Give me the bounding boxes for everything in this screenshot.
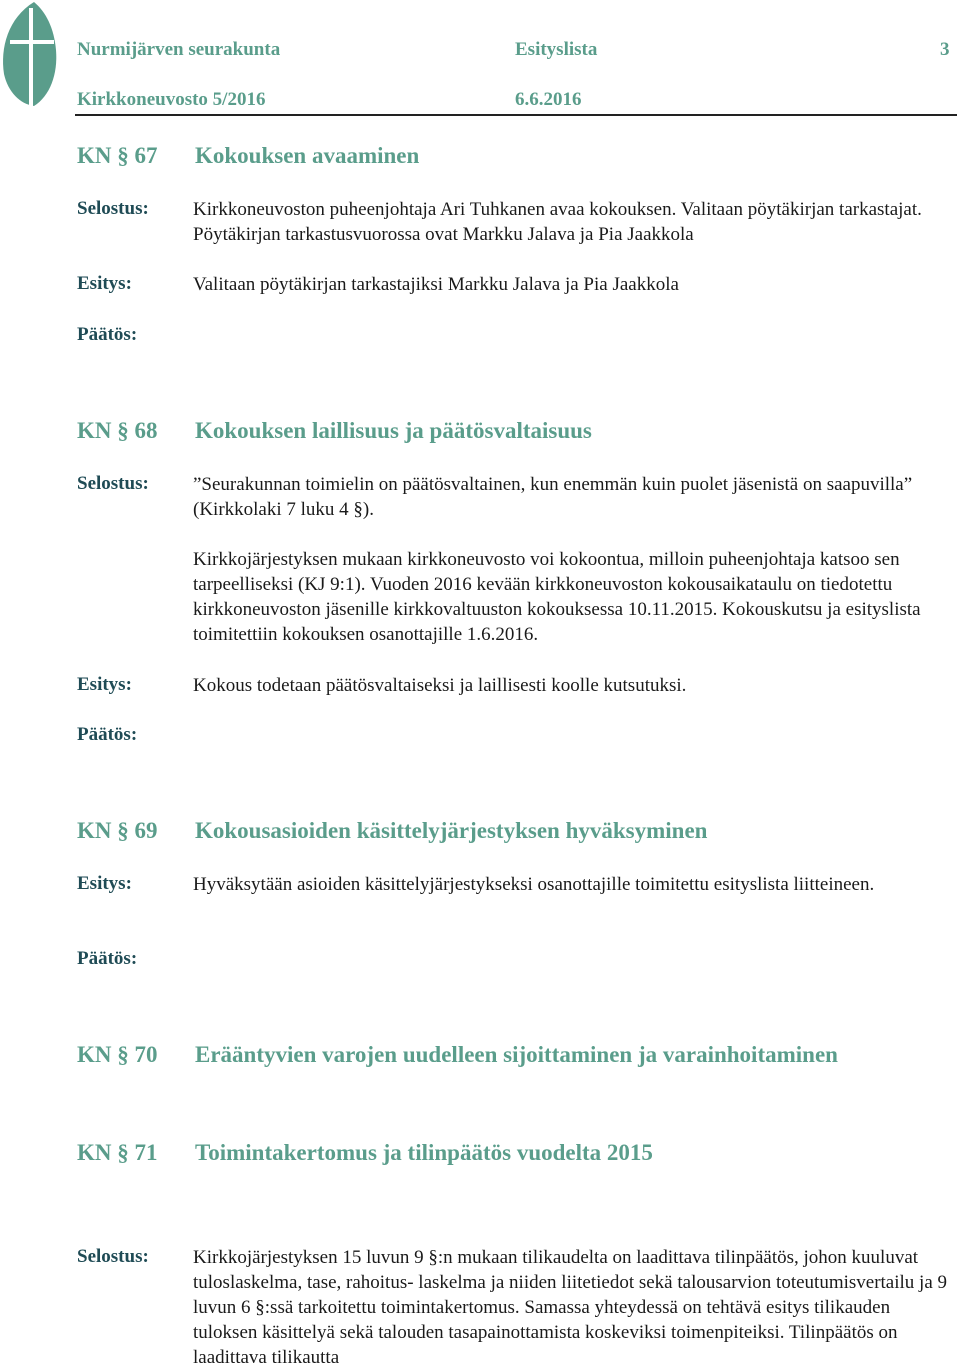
selostus-label: Selostus: (77, 473, 149, 494)
esitys-text: Hyväksytään asioiden käsittelyjärjestykseksi osanottajille toimitettu esityslista liitteineen. (193, 874, 875, 895)
paatos-label: Päätös: (77, 724, 138, 745)
selostus-text: ”Seurakunnan toimielin on päätösvaltainen, kun enemmän kuin puolet jäsenistä on saapuvilla” (Kirkkolaki 7 luku 4 §). (193, 474, 913, 520)
org-name: Nurmijärven seurakunta (77, 39, 281, 60)
section-title: Kokousasioiden käsittelyjärjestyksen hyväksyminen (195, 818, 708, 843)
section-number: KN § 68 (77, 418, 158, 443)
selostus-label: Selostus: (77, 198, 149, 219)
section-title: Kokouksen laillisuus ja päätösvaltaisuus (195, 418, 592, 443)
doc-type: Esityslista (515, 39, 598, 60)
page-number: 3 (940, 39, 950, 60)
section-number: KN § 67 (77, 143, 158, 168)
paatos-label: Päätös: (77, 948, 138, 969)
esitys-label: Esitys: (77, 873, 132, 894)
section-title: Kokouksen avaaminen (195, 143, 420, 168)
paatos-label: Päätös: (77, 324, 138, 345)
esitys-text: Valitaan pöytäkirjan tarkastajiksi Markku Jalava ja Pia Jaakkola (193, 274, 679, 295)
esitys-label: Esitys: (77, 674, 132, 695)
selostus-text-continued: Kirkkojärjestyksen mukaan kirkkoneuvosto voi kokoontua, milloin puheenjohtaja katsoo sen tarpeelliseksi (KJ 9:1). Vuoden 2016 kevään kirkkoneuvoston kokousaikataulu on tiedotettu kirkkoneuvoston jäsenille kirkkovaltuuston kokouksessa 10.11.2015. Kokouskutsu ja esityslista toimitettiin kokouksen osanottajille 1.6.2016. (193, 549, 921, 645)
section-title: Toimintakertomus ja tilinpäätös vuodelta 2015 (195, 1140, 653, 1165)
section-number: KN § 69 (77, 818, 158, 843)
selostus-text: Kirkkoneuvoston puheenjohtaja Ari Tuhkanen avaa kokouksen. Valitaan pöytäkirjan tarkastajat. Pöytäkirjan tarkastusvuorossa ovat Markku Jalava ja Pia Jaakkola (193, 199, 922, 245)
section-title: Erääntyvien varojen uudelleen sijoittaminen ja varainhoitaminen (195, 1042, 838, 1067)
header-divider (75, 114, 957, 116)
parish-logo (0, 0, 62, 108)
meeting-date: 6.6.2016 (515, 89, 582, 110)
section-number: KN § 71 (77, 1140, 158, 1165)
section-number: KN § 70 (77, 1042, 158, 1067)
selostus-text: Kirkkojärjestyksen 15 luvun 9 §:n mukaan tilikaudelta on laadittava tilinpäätös, johon kuuluvat tuloslaskelma, tase, rahoitus- laskelma ja niiden liitetiedot sekä talousarvion toteutumisvertailu ja 9 luvun 6 §:ssä tarkoitettu toimintakertomus. Samassa yhteydessä on tehtävä esitys tilikauden tuloksen käsittelyä sekä talouden tasapainottamista koskeviksi toimenpiteiksi. Tilinpäätös on laadittava tilikautta (193, 1247, 948, 1368)
esitys-text: Kokous todetaan päätösvaltaiseksi ja laillisesti koolle kutsutuksi. (193, 675, 687, 696)
selostus-label: Selostus: (77, 1246, 149, 1267)
esitys-label: Esitys: (77, 273, 132, 294)
meeting-name: Kirkkoneuvosto 5/2016 (77, 89, 266, 110)
